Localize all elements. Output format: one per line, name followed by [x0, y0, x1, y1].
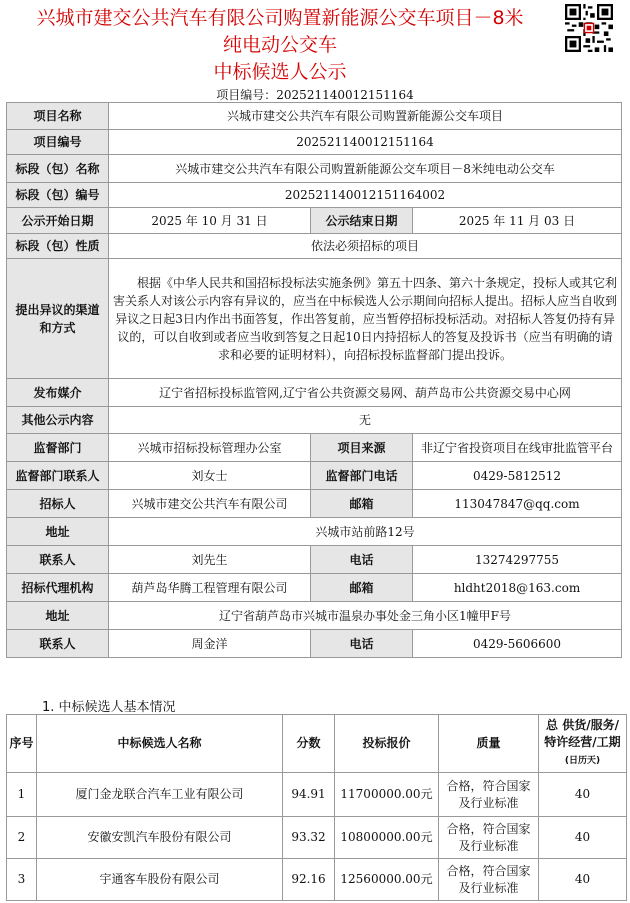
supervisor-phone-value: 0429-5812512 — [413, 462, 622, 490]
row-name: 安徽安凯汽车股份有限公司 — [37, 817, 283, 859]
supervisor-label: 监督部门 — [7, 434, 109, 462]
tenderer-label: 招标人 — [7, 490, 109, 518]
notice-title-line3: 中标候选人公示 — [213, 61, 347, 83]
row-seq: 1 — [7, 773, 37, 817]
row-quality: 合格，符合国家及行业标准 — [439, 773, 539, 817]
row-price: 10800000.00元 — [335, 817, 439, 859]
agency-email-label: 邮箱 — [311, 574, 413, 602]
project-source-value: 非辽宁省投资项目在线审批监管平台 — [413, 434, 622, 462]
publish-media-label: 发布媒介 — [7, 379, 109, 407]
col-period-header-main: 总 供货/服务/特许经营/工期 — [544, 718, 621, 749]
col-price-header: 投标报价 — [335, 715, 439, 773]
tenderer-contact-value: 刘先生 — [109, 546, 311, 574]
row-period: 40 — [539, 817, 627, 859]
project-number-line: 项目编号：202521140012151164 — [216, 88, 414, 102]
lot-nature-label: 标段（包）性质 — [7, 234, 109, 259]
project-number-label: 项目编号 — [7, 130, 109, 155]
objection-channel-label: 提出异议的渠道和方式 — [7, 259, 109, 379]
agency-contact-label: 联系人 — [7, 630, 109, 658]
section-title: 1. 中标候选人基本情况 — [42, 700, 176, 715]
agency-address-label: 地址 — [7, 602, 109, 630]
tenderer-contact-label: 联系人 — [7, 546, 109, 574]
project-name-value: 兴城市建交公共汽车有限公司购置新能源公交车项目 — [109, 103, 622, 130]
table-row — [7, 859, 627, 901]
row-score: 94.91 — [283, 773, 335, 817]
supervisor-contact-value: 刘女士 — [109, 462, 311, 490]
publish-media-value: 辽宁省招标投标监管网,辽宁省公共资源交易网、葫芦岛市公共资源交易中心网 — [109, 379, 622, 407]
project-number-value: 202521140012151164 — [109, 130, 622, 155]
row-quality: 合格，符合国家及行业标准 — [439, 817, 539, 859]
agency-value: 葫芦岛华腾工程管理有限公司 — [109, 574, 311, 602]
lot-name-label: 标段（包）名称 — [7, 155, 109, 183]
row-price: 12560000.00元 — [335, 859, 439, 901]
col-quality-header: 质量 — [439, 715, 539, 773]
row-period: 40 — [539, 773, 627, 817]
table-row — [7, 817, 627, 859]
tenderer-phone-value: 13274297755 — [413, 546, 622, 574]
col-score-header: 分数 — [283, 715, 335, 773]
agency-phone-label: 电话 — [311, 630, 413, 658]
qr-code-icon — [565, 4, 613, 52]
agency-email-value: hldht2018@163.com — [413, 574, 622, 602]
project-name-label: 项目名称 — [7, 103, 109, 130]
col-period-header — [539, 715, 627, 773]
other-content-value: 无 — [109, 407, 622, 434]
supervisor-contact-label: 监督部门联系人 — [7, 462, 109, 490]
tenderer-address-label: 地址 — [7, 518, 109, 546]
publicity-start-value: 2025 年 10 月 31 日 — [109, 208, 311, 234]
lot-name-value: 兴城市建交公共汽车有限公司购置新能源公交车项目－8米纯电动公交车 — [109, 155, 622, 183]
publicity-end-label: 公示结束日期 — [311, 208, 413, 234]
other-content-label: 其他公示内容 — [7, 407, 109, 434]
col-period-header-unit: (日历天) — [564, 756, 601, 766]
notice-title-line2: 纯电动公交车 — [222, 34, 337, 56]
project-source-label: 项目来源 — [311, 434, 413, 462]
supervisor-phone-label: 监督部门电话 — [311, 462, 413, 490]
row-score: 92.16 — [283, 859, 335, 901]
agency-phone-value: 0429-5606600 — [413, 630, 622, 658]
tenderer-email-label: 邮箱 — [311, 490, 413, 518]
supervisor-value: 兴城市招标投标管理办公室 — [109, 434, 311, 462]
table-header-row — [7, 715, 627, 773]
lot-number-value: 202521140012151164002 — [109, 183, 622, 208]
row-seq: 3 — [7, 859, 37, 901]
agency-label: 招标代理机构 — [7, 574, 109, 602]
objection-channel-text: 根据《中华人民共和国招标投标法实施条例》第五十四条、第六十条规定，投标人或其它利害关系人对该公示内容有异议的，应当在中标候选人公示期间向招标人提出。招标人应当自收到异议之日起3日内作出书面答复，作出答复前，应当暂停招标投标活动。对招标人答复仍持有异议的，可以自收到或者应当收到答复之日起10日内持招标人的答复及投诉书（应当有明确的请求和必要的证明材料），向招标投标监督部门提出投诉。 — [109, 259, 622, 379]
row-quality: 合格，符合国家及行业标准 — [439, 859, 539, 901]
lot-number-label: 标段（包）编号 — [7, 183, 109, 208]
candidates-table — [6, 714, 627, 901]
agency-address-value: 辽宁省葫芦岛市兴城市温泉办事处金三角小区1幢甲F号 — [109, 602, 622, 630]
row-score: 93.32 — [283, 817, 335, 859]
table-row — [7, 773, 627, 817]
col-seq-header: 序号 — [7, 715, 37, 773]
lot-nature-value: 依法必须招标的项目 — [109, 234, 622, 259]
tenderer-phone-label: 电话 — [311, 546, 413, 574]
notice-title-line1: 兴城市建交公共汽车有限公司购置新能源公交车项目－8米 — [36, 7, 524, 29]
row-seq: 2 — [7, 817, 37, 859]
row-period: 40 — [539, 859, 627, 901]
agency-contact-value: 周金洋 — [109, 630, 311, 658]
row-name: 厦门金龙联合汽车工业有限公司 — [37, 773, 283, 817]
tenderer-email-value: 113047847@qq.com — [413, 490, 622, 518]
publicity-end-value: 2025 年 11 月 03 日 — [413, 208, 622, 234]
publicity-start-label: 公示开始日期 — [7, 208, 109, 234]
col-name-header: 中标候选人名称 — [37, 715, 283, 773]
tenderer-address-value: 兴城市站前路12号 — [109, 518, 622, 546]
row-price: 11700000.00元 — [335, 773, 439, 817]
row-name: 宇通客车股份有限公司 — [37, 859, 283, 901]
tenderer-value: 兴城市建交公共汽车有限公司 — [109, 490, 311, 518]
project-info-table — [6, 102, 622, 658]
